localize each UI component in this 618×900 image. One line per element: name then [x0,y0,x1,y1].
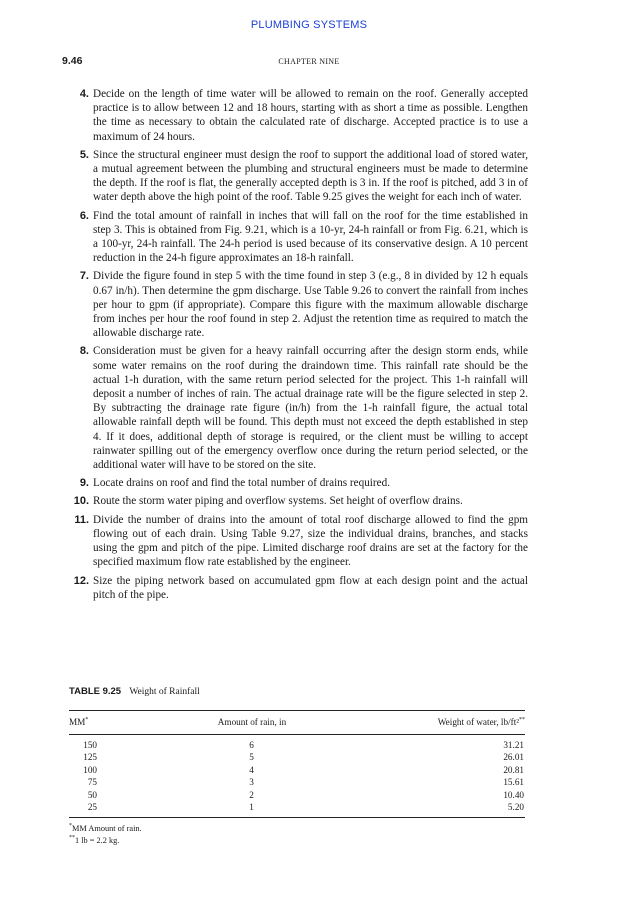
step-item [62,344,528,472]
weight-header-label: Weight of water, lb/ft² [437,717,519,727]
step-item [62,269,528,340]
step-number: 12. [73,574,89,587]
footnote-mark: * [69,823,72,830]
weight-cell: 20.81 [503,764,524,775]
footnote-mark: ** [69,835,75,842]
mm-cell: 50 [87,789,97,800]
step-item [62,574,528,602]
table-body [69,735,525,817]
step-number: 10. [73,495,89,508]
step-item [62,87,528,144]
step-text: Since the structural engineer must design the roof to support the additional load of stored water, a mutual agreement between the plumbing and structural engineers must be made to determine the depth. If the roof is flat, the generally accepted depth is 3 in. If the roof is pitched, add 3 in of water depth above the high point of the roof. Table 9.25 gives the weight for each inch of water. [93,148,528,204]
weight-cell: 10.40 [503,789,524,800]
rain-cell: 1 [249,802,254,813]
table-row [69,751,525,763]
column-header-weight [375,717,525,727]
rain-cell: 6 [249,740,254,750]
weight-cell: 5.20 [507,802,524,813]
page-number: 9.46 [62,55,83,67]
mm-header-label: MM [69,717,86,727]
column-header-rain: Amount of rain, in [217,717,287,727]
column-header-mm [69,717,129,727]
step-number: 6. [79,209,89,222]
rain-cell: 2 [249,789,254,800]
weight-footnote-mark: ** [519,716,525,723]
table-row [69,776,525,788]
table-bottom-rule [69,817,525,818]
running-head: PLUMBING SYSTEMS [250,19,368,31]
step-number: 11. [74,513,89,526]
mm-cell: 25 [87,802,97,813]
procedure-steps [62,87,528,606]
table-row [69,739,525,751]
rain-cell: 3 [249,777,254,788]
weight-cell: 26.01 [503,752,524,763]
step-item [62,513,528,570]
table-row [69,801,525,813]
mm-cell: 75 [87,777,97,788]
step-item [62,494,528,508]
rain-cell: 4 [249,764,254,775]
table-row [69,789,525,801]
chapter-title: CHAPTER NINE [278,57,340,66]
footnote-text: 1 lb = 2.2 kg. [75,836,120,846]
table-row [69,764,525,776]
step-text: Divide the number of drains into the amount of total roof discharge allowed to find the gpm flowing out of each drain. Using Table 9.27, size the individual drains, branches, and stacks using the gpm and pitch of the pipe. Limited discharge roof drains are set at the factory for the specified maximum flow rate established by the engineer. [93,513,528,569]
step-item [62,148,528,205]
rain-cell: 5 [249,752,254,763]
step-number: 8. [79,345,89,358]
weight-cell: 15.61 [503,777,524,788]
step-text: Locate drains on roof and find the total number of drains required. [93,477,390,490]
step-item [62,476,528,490]
table-title: Weight of Rainfall [129,687,200,697]
footnote-text: MM Amount of rain. [72,824,142,834]
step-text: Consideration must be given for a heavy rainfall occurring after the design storm ends, while some water remains on the roof during the draindown time. This rainfall rate should be the actual 1-h duration, with the same return period selected for the project. This 1-h rainfall will deposit a number of inches of rain. The actual drainage rate will be the figure selected in step 2. By subtracting the drainage rate figure (in/h) from the 1-h rainfall figure, the actual total allowable rainfall depth will be found. This depth must not exceed the depth established in step 4. If it does, additional depth of storage is required, or the client must be willing to accept rainwater spilling out of the emergency overflow once during the return period selected, or the additional water will have to be stored on the site. [93,345,528,472]
step-text: Size the piping network based on accumulated gpm flow at each design point and the actual pitch of the pipe. [93,574,528,601]
mm-cell: 100 [83,764,97,775]
mm-footnote-mark: * [85,716,89,723]
step-number: 4. [79,88,89,100]
table-label: TABLE 9.25 [69,686,122,697]
step-text: Route the storm water piping and overflow systems. Set height of overflow drains. [93,495,463,508]
step-text: Find the total amount of rainfall in inches that will fall on the roof for the time established in step 3. This is obtained from Fig. 9.21, which is a 10-yr, 24-h rainfall or from Fig. 6.21, which is a 100-yr, 24-h rainfall. The 24-h period is used because of its conservative design. A 10 percent reduction in the 24-h figure approximates an 18-h rainfall. [93,209,528,265]
step-item [62,209,528,266]
rainfall-weight-table [69,686,525,847]
step-text: Decide on the length of time water will be allowed to remain on the roof. Generally accepted practice is to allow between 12 and 18 hours, starting with as short a time as possible. Lengthen the time as necessary to obtain the calculated rate of discharge. Accepted practice is to use a maximum of 24 hours. [93,88,528,143]
mm-cell: 125 [83,752,97,763]
step-number: 7. [79,270,89,283]
step-text: Divide the figure found in step 5 with the time found in step 3 (e.g., 8 in divided by 12 h equals 0.67 in/h). Then determine the gpm discharge. Use Table 9.26 to convert the rainfall from inches per hour to gpm (if appropriate). Compare this figure with the maximum allowable discharge from inches per hour the roof found in step 2. Adjust the retention time as required to match the allowable discharge rate. [93,270,528,340]
mm-cell: 150 [83,740,97,750]
step-number: 9. [79,477,89,490]
step-number: 5. [79,148,89,161]
weight-cell: 31.21 [503,740,524,750]
table-header-row [69,711,525,734]
table-caption [69,686,525,697]
footnote [69,835,525,847]
footnote [69,823,525,835]
table-footnotes [69,823,525,847]
